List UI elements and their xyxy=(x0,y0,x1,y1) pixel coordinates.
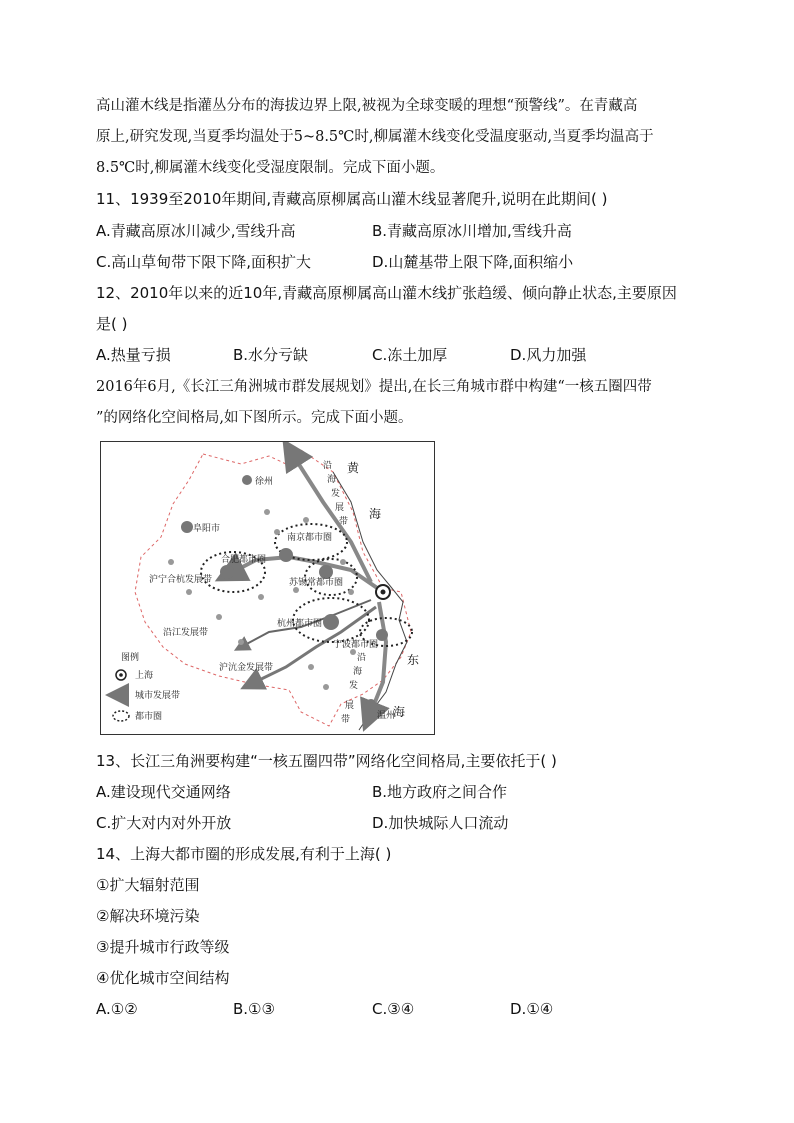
region-boundary xyxy=(135,450,411,726)
label-yanhai-s-1: 海 xyxy=(353,667,363,677)
q13-option-d: D.加快城际人口流动 xyxy=(372,814,509,832)
label-yanhai-n-0: 沿 xyxy=(323,461,333,471)
passage1-line2: 原上,研究发现,当夏季均温处于5~8.5℃时,柳属灌木线变化受温度驱动,当夏季均温高于 xyxy=(96,129,654,145)
q12-stem-line2: 是( ) xyxy=(96,315,128,333)
label-yanhai-s-3: 展 xyxy=(345,701,355,711)
q14-item2: ②解决环境污染 xyxy=(96,907,200,925)
q14-stem: 14、上海大都市圈的形成发展,有利于上海( ) xyxy=(96,845,392,863)
q11-option-b: B.青藏高原冰川增加,雪线升高 xyxy=(372,222,572,240)
q14-option-d: D.①④ xyxy=(510,1000,554,1018)
q13-option-a: A.建设现代交通网络 xyxy=(96,783,231,801)
q14-item3: ③提升城市行政等级 xyxy=(96,938,230,956)
city-nanjing xyxy=(279,548,293,562)
yangtze-delta-map xyxy=(100,441,435,735)
label-sxc: 苏锡常都市圈 xyxy=(289,578,344,588)
label-fuyang: 阜阳市 xyxy=(193,524,221,534)
label-yanhai-n-3: 展 xyxy=(335,503,345,513)
q14-item1: ①扩大辐射范围 xyxy=(96,876,200,894)
legend-title: 图例 xyxy=(121,653,140,663)
legend-circle-label: 都市圈 xyxy=(135,712,163,722)
label-yanhai-n-2: 发 xyxy=(331,489,341,499)
q12-option-b: B.水分亏缺 xyxy=(233,346,309,364)
q13-option-b: B.地方政府之间合作 xyxy=(372,783,508,801)
label-hai-south: 海 xyxy=(393,705,406,719)
label-belt-hnhk: 沪宁合杭发展带 xyxy=(149,575,213,585)
label-yanhai-s-2: 发 xyxy=(349,681,359,691)
label-yanhai-s-0: 沿 xyxy=(357,653,367,663)
q12-option-c: C.冻土加厚 xyxy=(372,346,448,364)
city-suzhou xyxy=(319,565,333,579)
label-ningbo: 宁波都市圈 xyxy=(333,640,379,650)
q12-stem-line1: 12、2010年以来的近10年,青藏高原柳属高山灌木线扩张趋缓、倾向静止状态,主要原因 xyxy=(96,284,677,302)
label-hefei: 合肥都市圈 xyxy=(221,555,267,565)
legend-shanghai-label: 上海 xyxy=(135,671,154,681)
label-yanhai-n-1: 海 xyxy=(327,475,337,485)
legend-circle-icon xyxy=(113,711,129,721)
label-yanhai-n-4: 带 xyxy=(339,517,349,527)
label-belt-hhj: 沪沆金发展带 xyxy=(219,663,274,673)
label-yanhai-s-4: 带 xyxy=(341,715,351,725)
q11-option-c: C.高山草甸带下限下降,面积扩大 xyxy=(96,253,312,271)
q12-option-d: D.风力加强 xyxy=(510,346,587,364)
q14-item4: ④优化城市空间结构 xyxy=(96,969,230,987)
city-wenzhou xyxy=(366,699,376,709)
legend-belt-label: 城市发展带 xyxy=(135,691,181,701)
q14-option-a: A.①② xyxy=(96,1000,138,1018)
city-hangzhou xyxy=(323,614,339,630)
label-hai-north: 海 xyxy=(369,507,382,521)
city-hefei xyxy=(220,565,234,579)
passage2-line1: 2016年6月,《长江三角洲城市群发展规划》提出,在长三角城市群中构建“一核五圈四带 xyxy=(96,379,652,395)
q14-option-b: B.①③ xyxy=(233,1000,275,1018)
label-wenzhou: 温州 xyxy=(377,711,396,721)
q14-option-c: C.③④ xyxy=(372,1000,415,1018)
label-xuzhou: 徐州 xyxy=(255,477,274,487)
q13-stem: 13、长江三角洲要构建“一核五圈四带”网络化空间格局,主要依托于( ) xyxy=(96,752,557,770)
label-nanjing: 南京都市圈 xyxy=(287,533,333,543)
q11-stem: 11、1939至2010年期间,青藏高原柳属高山灌木线显著爬升,说明在此期间( ) xyxy=(96,190,608,208)
city-xuzhou xyxy=(242,475,252,485)
passage1-line1: 高山灌木线是指灌丛分布的海拔边界上限,被视为全球变暖的理想“预警线”。在青藏高 xyxy=(96,98,638,114)
q11-option-d: D.山麓基带上限下降,面积缩小 xyxy=(372,253,574,271)
label-belt-yanjiang: 沿江发展带 xyxy=(163,628,209,638)
passage1-line3: 8.5℃时,柳属灌木线变化受湿度限制。完成下面小题。 xyxy=(96,160,445,176)
passage2-line2: ”的网络化空间格局,如下图所示。完成下面小题。 xyxy=(96,410,413,426)
label-dong: 东 xyxy=(407,653,420,667)
label-hangzhou: 杭州都市圈 xyxy=(277,619,323,629)
q12-option-a: A.热量亏损 xyxy=(96,346,171,364)
q13-option-c: C.扩大对内对外开放 xyxy=(96,814,232,832)
city-fuyang xyxy=(181,521,193,533)
map-canvas xyxy=(101,442,434,734)
q11-option-a: A.青藏高原冰川减少,雪线升高 xyxy=(96,222,296,240)
label-huang: 黄 xyxy=(347,461,360,475)
